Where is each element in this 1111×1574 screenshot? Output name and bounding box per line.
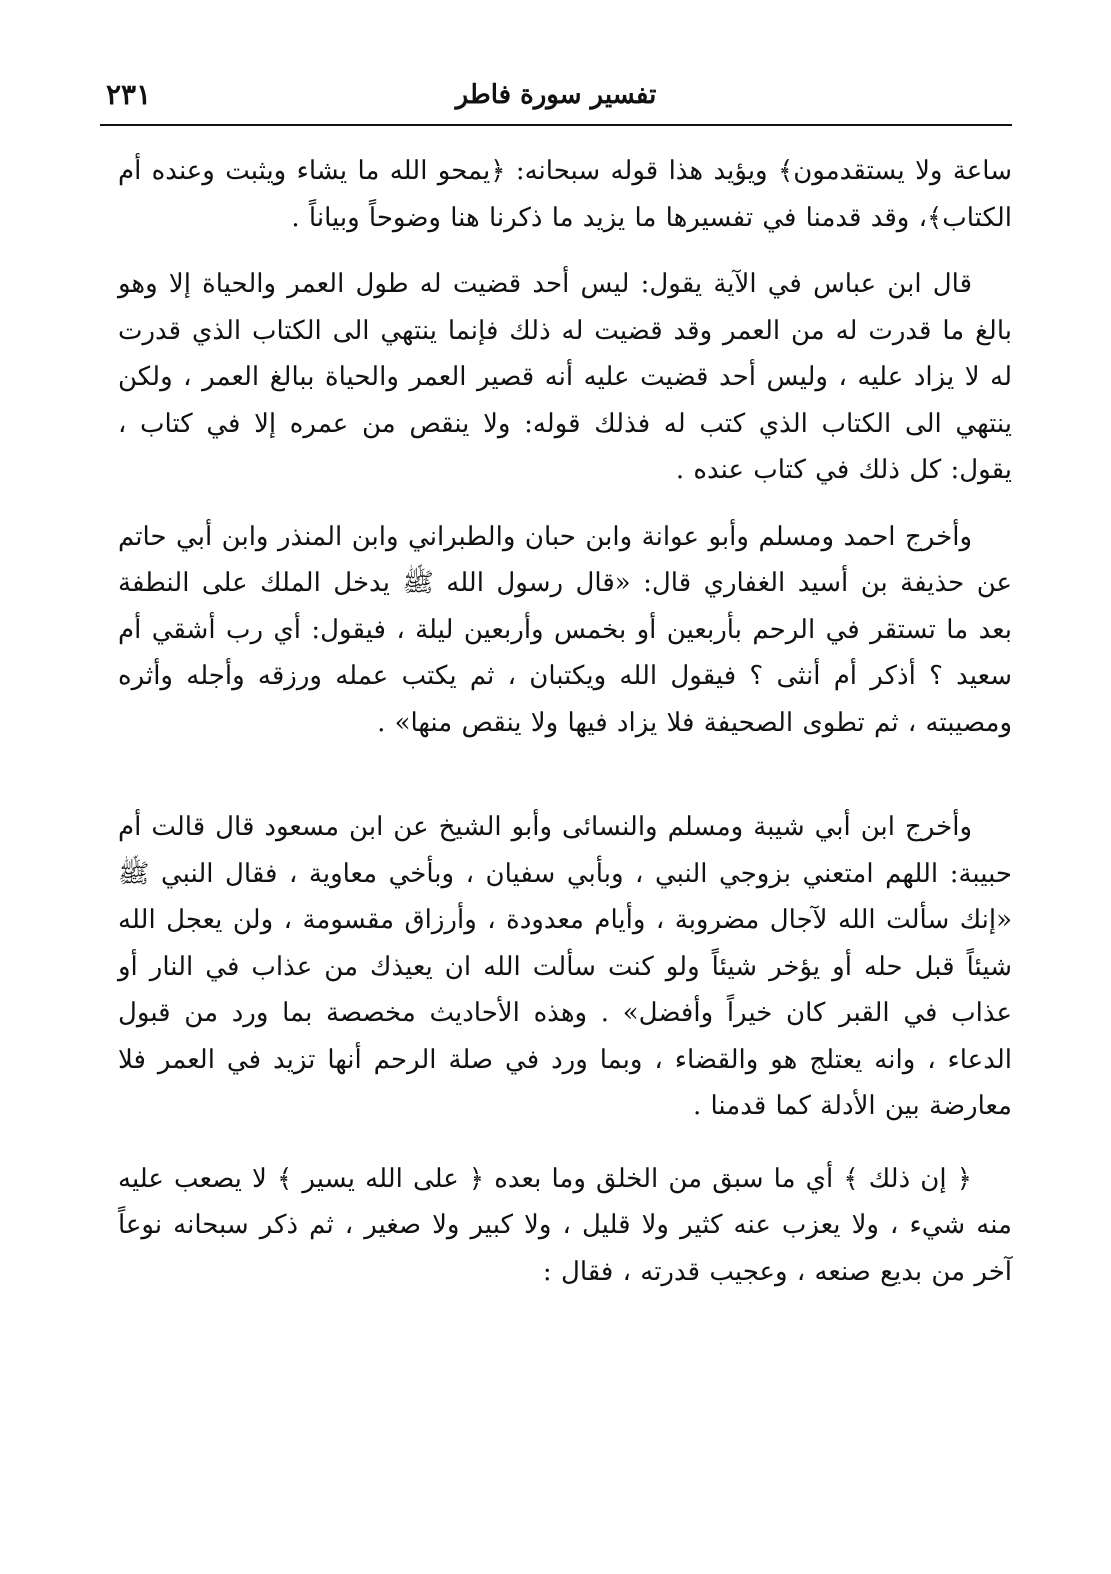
paragraph-gap [118, 746, 1012, 804]
paragraph: وأخرج احمد ومسلم وأبو عوانة وابن حبان والطبراني وابن المنذر وابن أبي حاتم عن حذيفة بن أسيد الغفاري قال: «قال رسول الله ﷺ يدخل الملك على النطفة بعد ما تستقر في الرحم بأربعين أو بخمس وأربعين ليلة ، فيقول: أي رب أشقي أم سعيد ؟ أذكر أم أنثى ؟ فيقول الله ويكتبان ، ثم يكتب عمله ورزقه وأجله وأثره ومصيبته ، ثم تطوى الصحيفة فلا يزاد فيها ولا ينقص منها» . [118, 521, 1012, 738]
page-number: ٢٣١ [106, 78, 152, 111]
body-text [118, 148, 1012, 1295]
paragraph-gap [118, 241, 1012, 261]
paragraph: ساعة ولا يستقدمون﴾ ويؤيد هذا قوله سبحانه: ﴿يمحو الله ما يشاء ويثبت وعنده أم الكتاب﴾، وقد قدمنا في تفسيرها ما يزيد ما ذكرنا هنا وضوحاً وبياناً . [118, 156, 1012, 233]
paragraph: قال ابن عباس في الآية يقول: ليس أحد قضيت له طول العمر والحياة إلا وهو بالغ ما قدرت له من العمر وقد قضيت له ذلك فإنما ينتهي الى الكتاب الذي قدرت له لا يزاد عليه ، وليس أحد قضيت عليه أنه قصير العمر والحياة ببالغ العمر ، ولكن ينتهي الى الكتاب الذي كتب له فذلك قوله: ولا ينقص من عمره إلا في كتاب ، يقول: كل ذلك في كتاب عنده . [118, 269, 1012, 485]
paragraph: ﴿ إن ذلك ﴾ أي ما سبق من الخلق وما بعده ﴿ على الله يسير ﴾ لا يصعب عليه منه شيء ، ولا يعزب عنه كثير ولا قليل ، ولا كبير ولا صغير ، ثم ذكر سبحانه نوعاً آخر من بديع صنعه ، وعجيب قدرته ، فقال : [118, 1163, 1012, 1287]
paragraph-gap [118, 494, 1012, 514]
header-rule [100, 124, 1012, 126]
paragraph-gap [118, 1130, 1012, 1156]
chapter-title: تفسير سورة فاطر [455, 80, 657, 110]
page-header [100, 72, 1012, 126]
paragraph: وأخرج ابن أبي شيبة ومسلم والنسائى وأبو الشيخ عن ابن مسعود قال قالت أم حبيبة: اللهم امتعني بزوجي النبي ، وبأبي سفيان ، وبأخي معاوية ، فقال النبي ﷺ «إنك سألت الله لآجال مضروبة ، وأيام معدودة ، وأرزاق مقسومة ، ولن يعجل الله شيئاً قبل حله أو يؤخر شيئاً ولو كنت سألت الله ان يعيذك من عذاب في النار أو عذاب في القبر كان خيراً وأفضل» . وهذه الأحاديث مخصصة بما ورد من قبول الدعاء ، وانه يعتلج هو والقضاء ، وبما ورد في صلة الرحم أنها تزيد في العمر فلا معارضة بين الأدلة كما قدمنا . [118, 812, 1012, 1121]
